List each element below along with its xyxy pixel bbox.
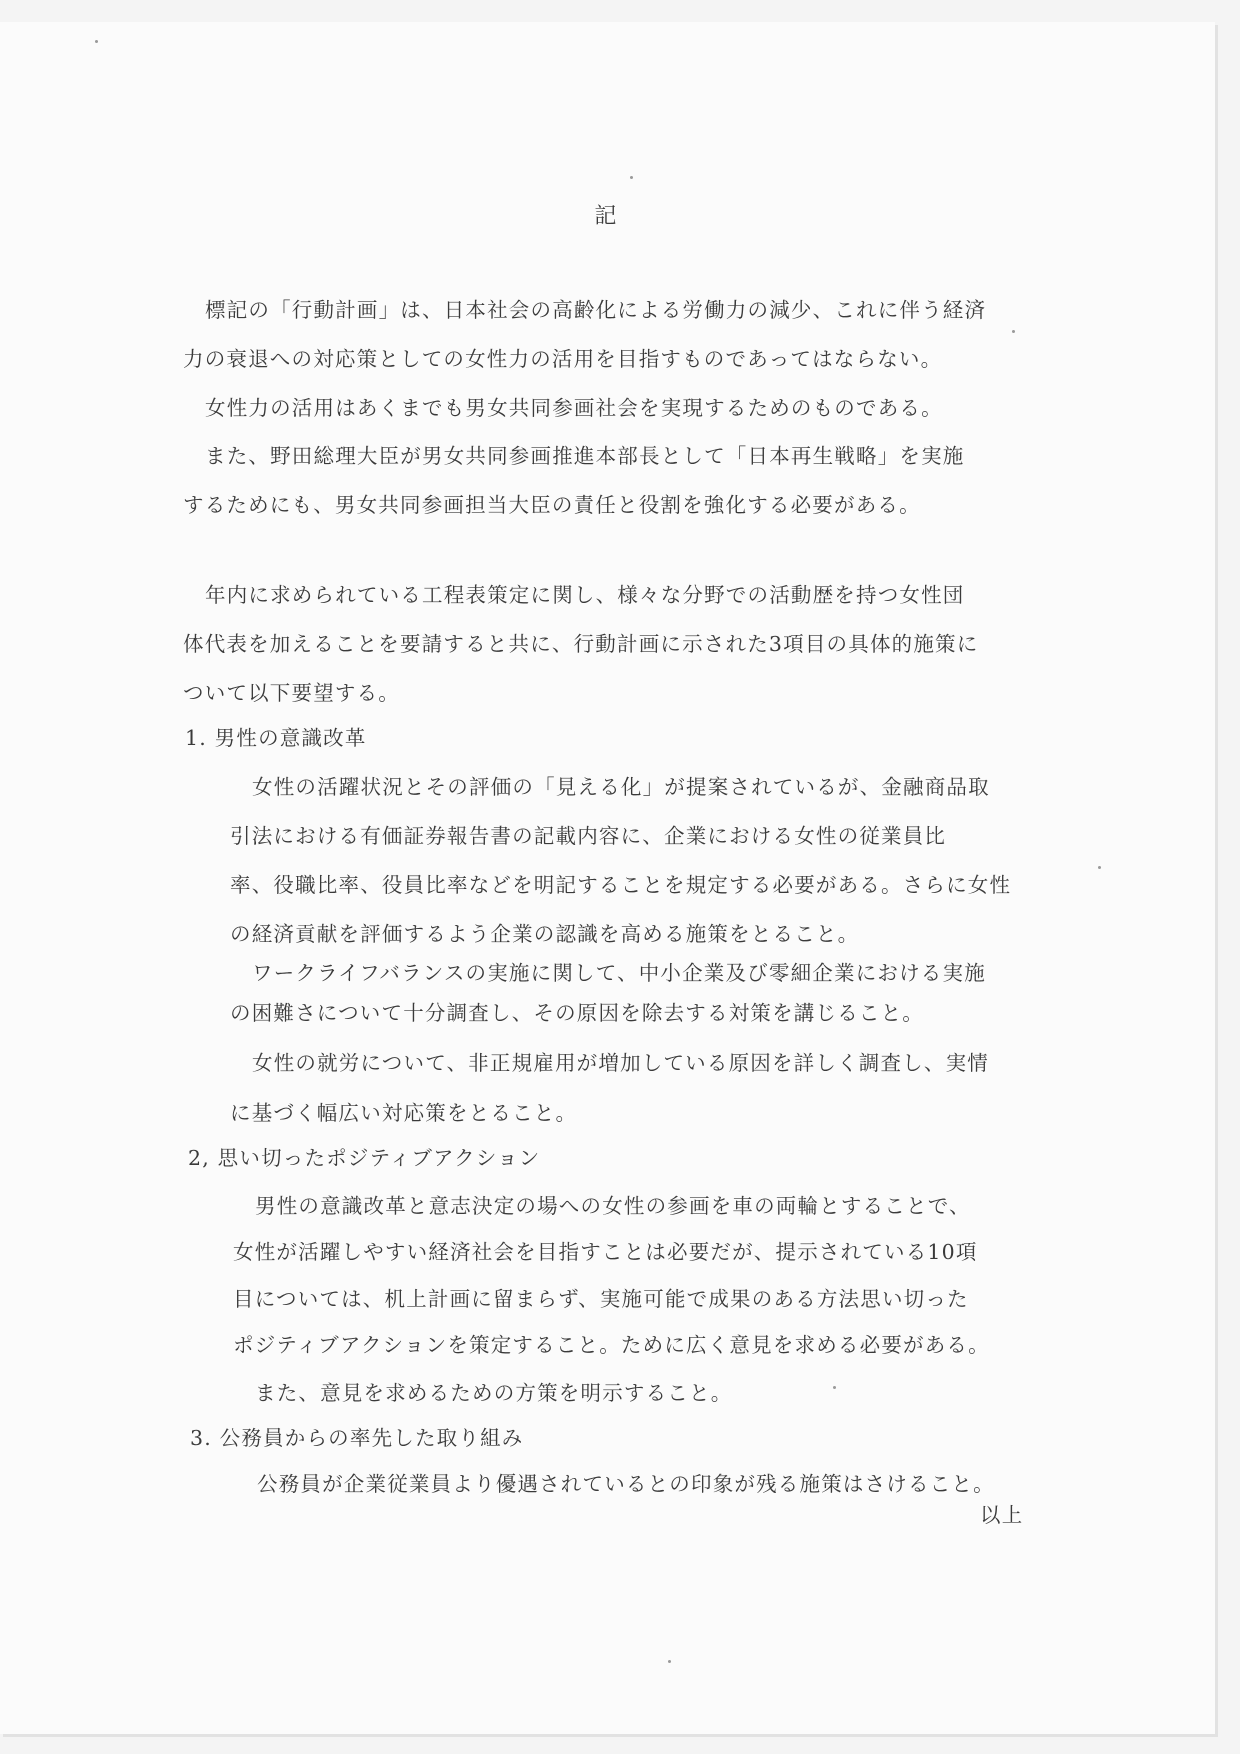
request-line: ついて以下要望する。 [183, 681, 400, 705]
item-line: に基づく幅広い対応策をとること。 [230, 1101, 578, 1125]
intro-line: 女性力の活用はあくまでも男女共同参画社会を実現するためのものである。 [205, 396, 943, 420]
item-heading: 3. 公務員からの率先した取り組み [190, 1426, 524, 1450]
document-title: 記 [594, 204, 618, 229]
intro-line: するためにも、男女共同参画担当大臣の責任と役割を強化する必要がある。 [183, 493, 921, 517]
scan-speck [833, 1386, 836, 1389]
item-heading: 2, 思い切ったポジティブアクション [188, 1146, 541, 1170]
item-line: 目については、机上計画に留まらず、実施可能で成果のある方法思い切った [233, 1287, 969, 1311]
intro-line: また、野田総理大臣が男女共同参画推進本部長として「日本再生戦略」を実施 [205, 444, 965, 468]
item-line: また、意見を求めるための方策を明示すること。 [255, 1381, 733, 1405]
item-line: ポジティブアクションを策定すること。ために広く意見を求める必要がある。 [233, 1333, 990, 1357]
request-line: 年内に求められている工程表策定に関し、様々な分野での活動歴を持つ女性団 [205, 583, 965, 607]
item-line: の経済貢献を評価するよう企業の認識を高める施策をとること。 [230, 922, 860, 946]
scan-speck [630, 176, 633, 179]
item-line: 女性が活躍しやすい経済社会を目指すことは必要だが、提示されている10項 [233, 1240, 978, 1264]
scan-speck [1012, 330, 1015, 333]
item-line: 女性の活躍状況とその評価の「見える化」が提案されているが、金融商品取 [252, 775, 990, 799]
item-line: ワークライフバランスの実施に関して、中小企業及び零細企業における実施 [252, 961, 986, 985]
scan-speck [1098, 866, 1101, 869]
item-line: 男性の意識改革と意志決定の場への女性の参画を車の両輪とすることで、 [255, 1194, 971, 1218]
item-line: 公務員が企業従業員より優遇されているとの印象が残る施策はさけること。 [257, 1472, 995, 1496]
request-line: 体代表を加えることを要請すると共に、行動計画に示された3項目の具体的施策に [183, 632, 979, 656]
intro-line: 力の衰退への対応策としての女性力の活用を目指すものであってはならない。 [183, 347, 943, 371]
item-line: の困難さについて十分調査し、その原因を除去する対策を講じること。 [230, 1001, 924, 1025]
scan-speck [668, 1660, 671, 1663]
intro-line: 標記の「行動計画」は、日本社会の高齢化による労働力の減少、これに伴う経済 [205, 298, 987, 322]
item-line: 引法における有価証券報告書の記載内容に、企業における女性の従業員比 [230, 824, 947, 848]
closing-text: 以上 [980, 1503, 1024, 1527]
item-heading: 1. 男性の意識改革 [185, 726, 367, 750]
item-line: 女性の就労について、非正規雇用が増加している原因を詳しく調査し、実情 [252, 1051, 989, 1075]
scan-speck [95, 40, 98, 43]
item-line: 率、役職比率、役員比率などを明記することを規定する必要がある。さらに女性 [230, 873, 1012, 897]
